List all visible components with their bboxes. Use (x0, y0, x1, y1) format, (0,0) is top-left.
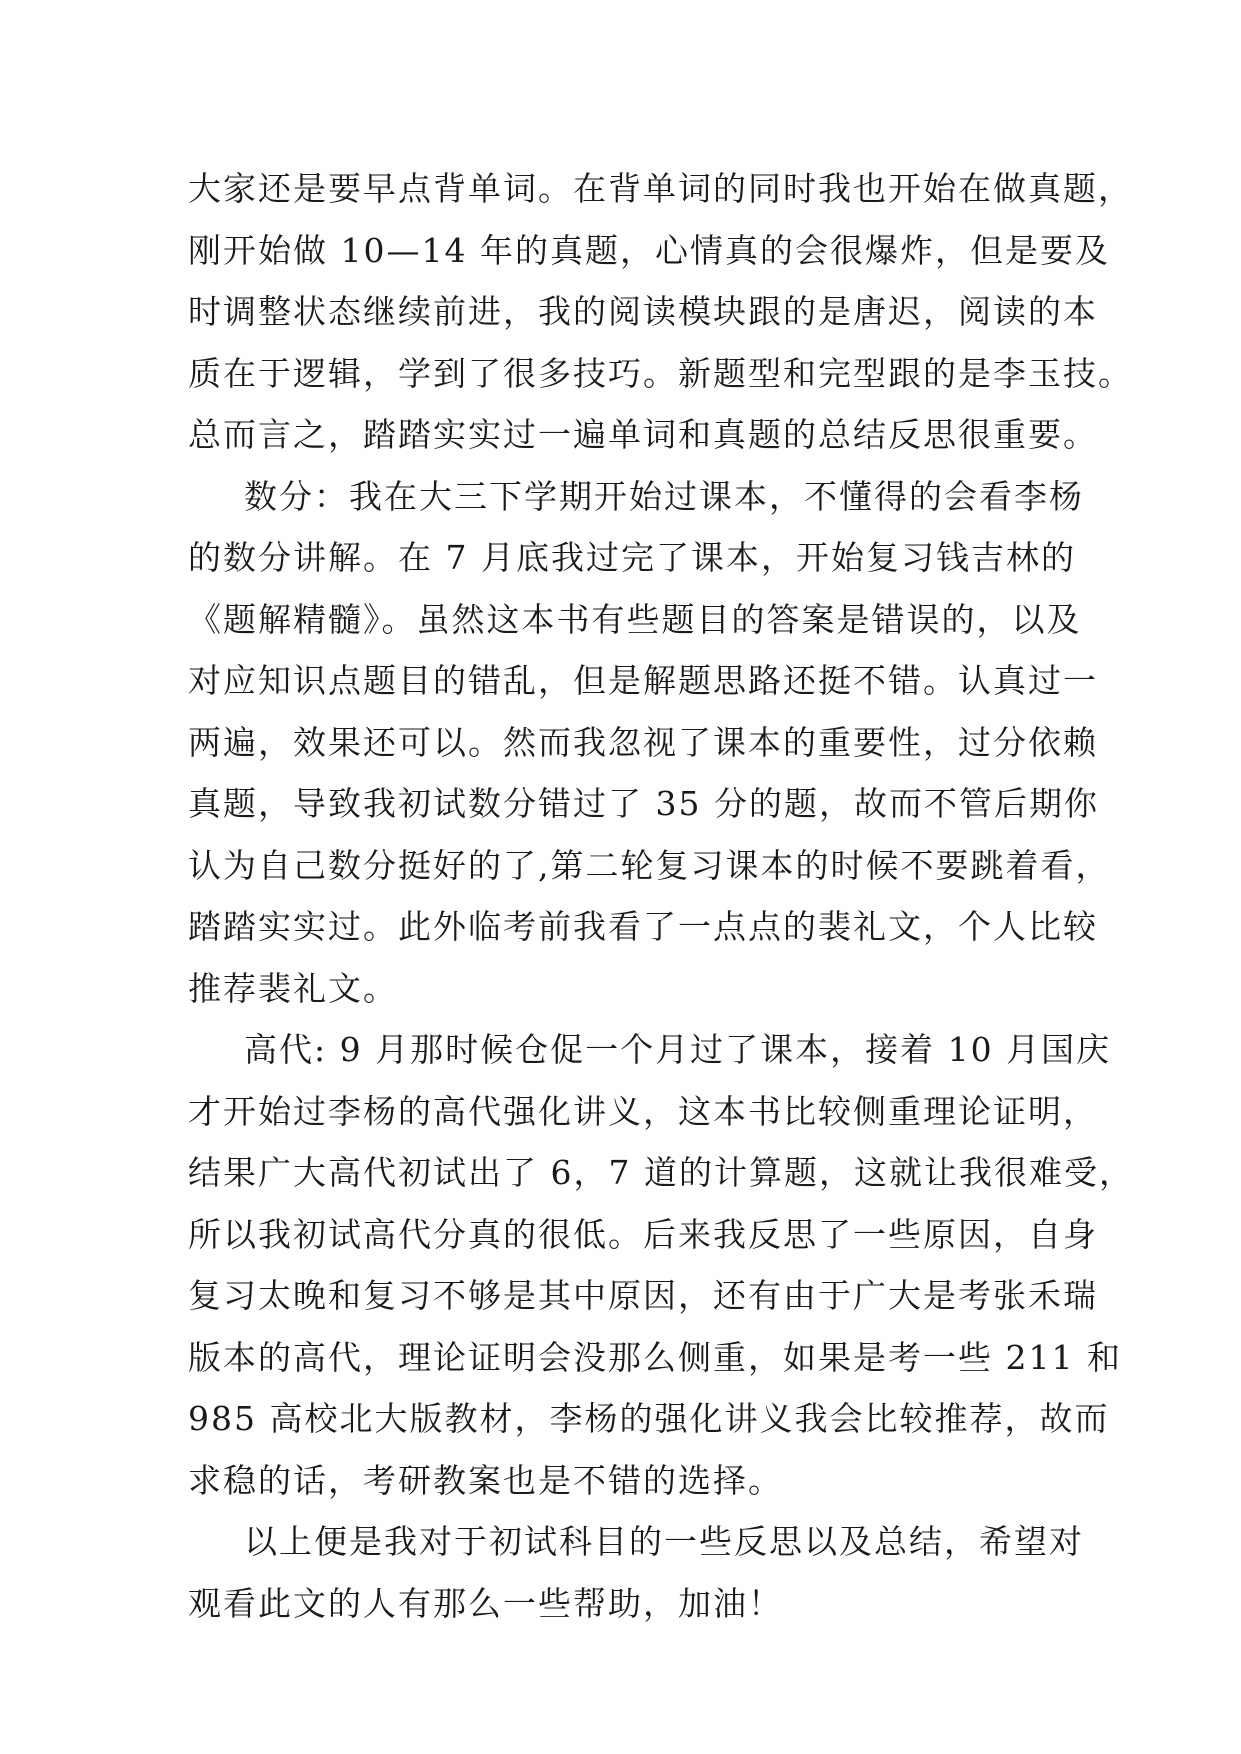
text-line: 踏踏实实过。此外临考前我看了一点点的裴礼文，个人比较 (188, 907, 1098, 946)
text-line: 观看此文的人有那么一些帮助，加油！ (188, 1583, 783, 1623)
text-line: 刚开始做 10—14 年的真题，心情真的会很爆炸，但是要及 (188, 230, 1110, 270)
text-line: 对应知识点题目的错乱，但是解题思路还挺不错。认真过一 (188, 661, 1098, 700)
text-line: 复习太晚和复习不够是其中原因，还有由于广大是考张禾瑞 (188, 1276, 1098, 1315)
text-line: 两遍，效果还可以。然而我忽视了课本的重要性，过分依赖 (188, 722, 1098, 762)
text-line: 所以我初试高代分真的很低。后来我反思了一些原因，自身 (188, 1214, 1098, 1254)
text-line: 以上便是我对于初试科目的一些反思以及总结，希望对 (244, 1522, 1084, 1561)
text-line: 认为自己数分挺好的了,第二轮复习课本的时候不要跳着看， (188, 845, 1111, 885)
text-line: 总而言之，踏踏实实过一遍单词和真题的总结反思很重要。 (188, 415, 1098, 454)
text-line: 《题解精髓》。虽然这本书有些题目的答案是错误的，以及 (188, 599, 1082, 639)
text-line: 版本的高代，理论证明会没那么侧重，如果是考一些 211 和 (188, 1337, 1122, 1377)
text-line: 的数分讲解。在 7 月底我过完了课本，开始复习钱吉林的 (188, 538, 1076, 577)
text-line: 结果广大高代初试出了 6，7 道的计算题，这就让我很难受， (188, 1153, 1134, 1192)
text-line: 时调整状态继续前进，我的阅读模块跟的是唐迟，阅读的本 (188, 292, 1098, 331)
text-line: 高代: 9 月那时候仓促一个月过了课本，接着 10 月国庆 (244, 1030, 1112, 1069)
body-text (188, 158, 1134, 1634)
paragraph (188, 158, 1133, 466)
text-line: 求稳的话，考研教案也是不错的选择。 (188, 1460, 783, 1500)
text-line: 真题，导致我初试数分错过了 35 分的题，故而不管后期你 (188, 784, 1099, 823)
text-line: 985 高校北大版教材，李杨的强化讲义我会比较推荐，故而 (188, 1399, 1110, 1438)
text-line: 推荐裴礼文。 (188, 968, 398, 1008)
paragraph (188, 466, 1111, 1020)
text-line: 质在于逻辑，学到了很多技巧。新题型和完型跟的是李玉技。 (188, 353, 1133, 393)
paragraph (188, 1511, 1084, 1634)
paragraph (188, 1019, 1134, 1511)
text-line: 数分：我在大三下学期开始过课本，不懂得的会看李杨 (244, 476, 1084, 516)
text-line: 大家还是要早点背单词。在背单词的同时我也开始在做真题， (188, 169, 1133, 208)
text-line: 才开始过李杨的高代强化讲义，这本书比较侧重理论证明， (188, 1091, 1098, 1131)
